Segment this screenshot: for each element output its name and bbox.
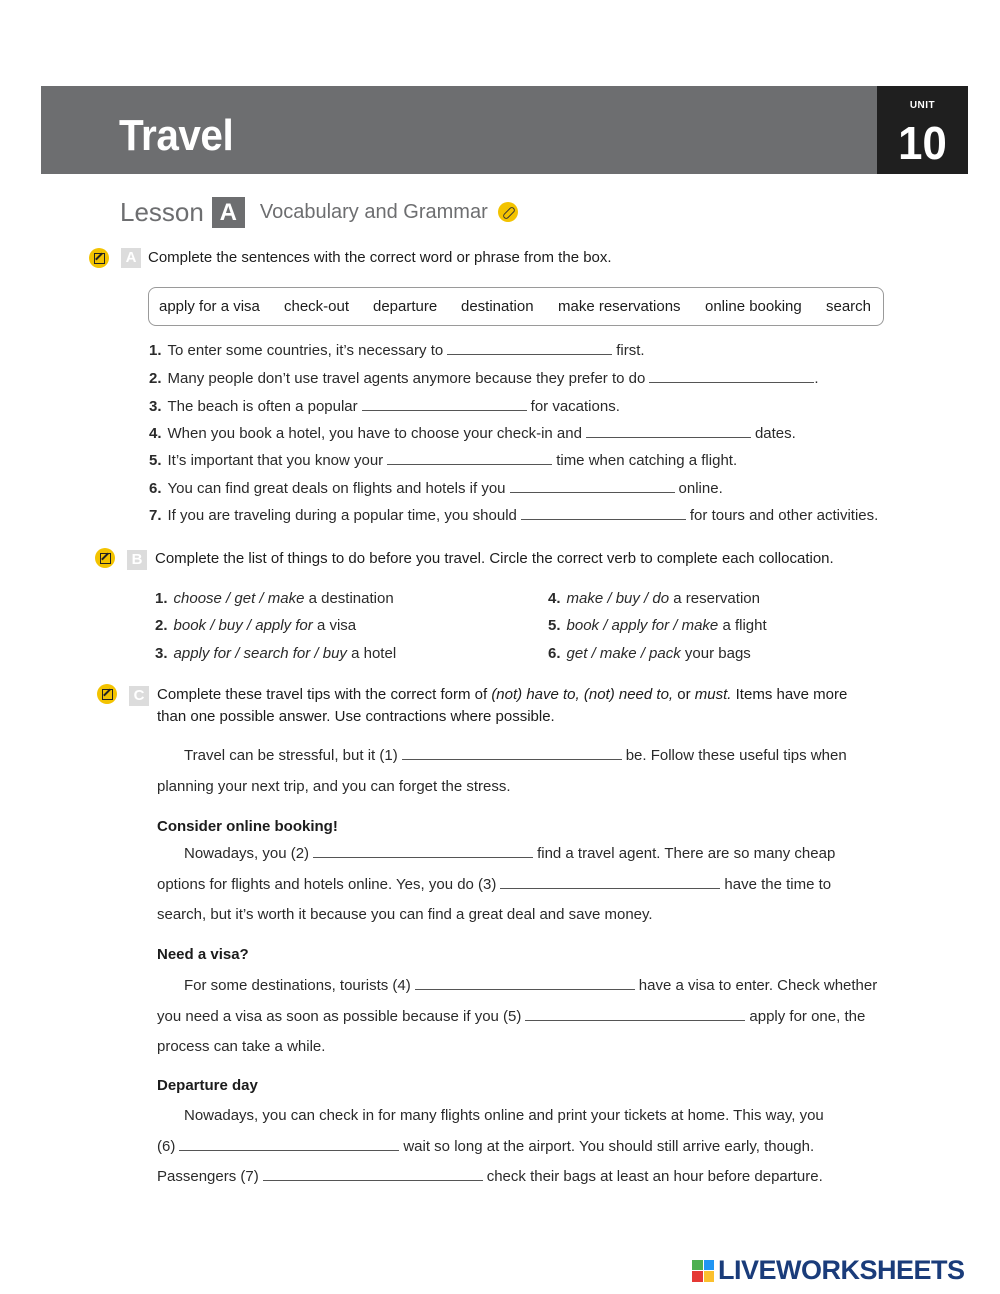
answer-blank[interactable] [263, 1180, 483, 1181]
item-number: 4. [149, 425, 162, 442]
item-text: for tours and other activities. [689, 507, 879, 524]
unit-label: UNIT [909, 100, 936, 111]
item-number: 5. [548, 617, 561, 634]
subheading-need-visa: Need a visa? [157, 946, 249, 963]
paragraph-line [184, 845, 835, 862]
word-box-item: search [826, 298, 872, 315]
item-number: 5. [149, 452, 162, 469]
answer-blank[interactable] [500, 888, 720, 889]
item-number: 2. [155, 617, 168, 634]
instruction-text: must. [694, 686, 732, 703]
para-text: Travel can be stressful, but it (1) [184, 747, 398, 764]
answer-blank[interactable] [649, 382, 814, 383]
list-item [548, 645, 751, 662]
item-text: To enter some countries, it’s necessary to [167, 342, 444, 359]
logo-text: LIVEWORKSHEETS [718, 1255, 965, 1285]
para-text: check their bags at least an hour before departure. [486, 1168, 823, 1185]
list-item [149, 507, 878, 524]
instruction-text: Complete these travel tips with the correct form of [157, 686, 488, 703]
item-text: a hotel [351, 645, 397, 662]
item-text: The beach is often a popular [167, 398, 358, 415]
answer-blank[interactable] [179, 1150, 399, 1151]
item-text: It’s important that you know your [167, 452, 384, 469]
item-number: 2. [149, 370, 162, 387]
answer-blank[interactable] [362, 410, 527, 411]
para-text: find a travel agent. There are so many cheap [537, 845, 836, 862]
lesson-letter: A [212, 197, 245, 228]
word-box-item: apply for a visa [159, 298, 260, 315]
answer-blank[interactable] [313, 857, 533, 858]
answer-blank[interactable] [586, 437, 751, 438]
section-c-instruction [157, 686, 847, 703]
item-text: . [814, 370, 819, 387]
list-item [548, 590, 760, 607]
para-text: (6) [157, 1138, 176, 1155]
paragraph-line [157, 1168, 823, 1185]
list-item [548, 617, 767, 634]
link-icon[interactable] [498, 202, 518, 222]
section-b-instruction: Complete the list of things to do before you travel. Circle the correct verb to complete each collocation. [155, 550, 834, 567]
word-box-item: online booking [705, 298, 802, 315]
answer-blank[interactable] [387, 464, 552, 465]
instruction-text: Items have more [735, 686, 848, 703]
answer-blank[interactable] [402, 759, 622, 760]
answer-blank[interactable] [521, 519, 686, 520]
section-c-letter: C [129, 686, 149, 706]
item-number: 3. [149, 398, 162, 415]
item-text: a destination [308, 590, 394, 607]
verb-options[interactable]: apply for / search for / buy [173, 645, 347, 662]
para-text: apply for one, the [749, 1008, 866, 1025]
word-box-item: destination [461, 298, 534, 315]
answer-blank[interactable] [447, 354, 612, 355]
verb-options[interactable]: make / buy / do [566, 590, 670, 607]
para-text: Nowadays, you (2) [184, 845, 310, 862]
lesson-word: Lesson [120, 196, 204, 227]
item-number: 1. [149, 342, 162, 359]
para-text: you need a visa as soon as possible because if you (5) [157, 1008, 522, 1025]
item-number: 7. [149, 507, 162, 524]
item-text: online. [678, 480, 723, 497]
list-item [149, 425, 796, 442]
verb-options[interactable]: choose / get / make [173, 590, 305, 607]
verb-options[interactable]: get / make / pack [566, 645, 681, 662]
answer-blank[interactable] [510, 492, 675, 493]
edit-icon [89, 248, 109, 268]
list-item [149, 370, 818, 387]
section-a-instruction: Complete the sentences with the correct word or phrase from the box. [148, 249, 612, 266]
paragraph-line: search, but it’s worth it because you can find a great deal and save money. [157, 906, 653, 923]
item-number: 6. [149, 480, 162, 497]
section-a-letter: A [121, 248, 141, 268]
subheading-online-booking: Consider online booking! [157, 818, 338, 835]
para-text: have a visa to enter. Check whether [638, 977, 878, 994]
item-text: your bags [684, 645, 751, 662]
paragraph-line: planning your next trip, and you can forget the stress. [157, 778, 511, 795]
para-text: options for flights and hotels online. Yes, you do (3) [157, 876, 497, 893]
para-text: have the time to [724, 876, 832, 893]
item-number: 3. [155, 645, 168, 662]
paragraph-line [157, 1008, 865, 1025]
item-text: When you book a hotel, you have to choose your check-in and [167, 425, 582, 442]
section-c-instruction-line-2: than one possible answer. Use contractions where possible. [157, 708, 555, 725]
instruction-text: (not) have to, (not) need to, [491, 686, 674, 703]
list-item [155, 617, 356, 634]
list-item [149, 480, 723, 497]
lesson-heading [120, 195, 518, 229]
logo-grid-icon [692, 1260, 714, 1282]
subheading-departure-day: Departure day [157, 1077, 258, 1094]
paragraph-line: process can take a while. [157, 1038, 326, 1055]
item-text: time when catching a flight. [556, 452, 738, 469]
edit-icon [97, 684, 117, 704]
word-box-item: departure [373, 298, 438, 315]
liveworksheets-logo[interactable] [692, 1255, 965, 1286]
item-number: 1. [155, 590, 168, 607]
word-box [148, 287, 884, 326]
item-text: a flight [722, 617, 767, 634]
paragraph-line [157, 876, 831, 893]
list-item [149, 398, 620, 415]
list-item [155, 645, 396, 662]
answer-blank[interactable] [415, 989, 635, 990]
item-text: Many people don’t use travel agents anymore because they prefer to do [167, 370, 646, 387]
list-item [155, 590, 394, 607]
unit-number: 10 [898, 117, 947, 169]
word-box-item: make reservations [558, 298, 681, 315]
item-text: a reservation [673, 590, 760, 607]
verb-options[interactable]: book / buy / apply for [173, 617, 313, 634]
edit-icon [95, 548, 115, 568]
word-box-item: check-out [284, 298, 350, 315]
list-item [149, 342, 645, 359]
para-text: be. Follow these useful tips when [625, 747, 847, 764]
item-text: dates. [754, 425, 796, 442]
section-b-letter: B [127, 550, 147, 570]
paragraph-line: Nowadays, you can check in for many flights online and print your tickets at home. This way, you [184, 1107, 824, 1124]
item-text: If you are traveling during a popular time, you should [167, 507, 517, 524]
item-text: a visa [316, 617, 357, 634]
paragraph-line [157, 1138, 814, 1155]
unit-badge [877, 86, 968, 174]
lesson-subtitle: Vocabulary and Grammar [259, 200, 488, 223]
item-number: 4. [548, 590, 561, 607]
item-text: for vacations. [530, 398, 620, 415]
item-number: 6. [548, 645, 561, 662]
instruction-text: or [677, 686, 691, 703]
item-text: You can find great deals on flights and hotels if you [167, 480, 506, 497]
answer-blank[interactable] [525, 1020, 745, 1021]
item-text: first. [616, 342, 645, 359]
paragraph-line [184, 747, 847, 764]
para-text: Passengers (7) [157, 1168, 259, 1185]
paragraph-line [184, 977, 877, 994]
para-text: For some destinations, tourists (4) [184, 977, 411, 994]
verb-options[interactable]: book / apply for / make [566, 617, 719, 634]
page-title: Travel [119, 111, 234, 160]
list-item [149, 452, 737, 469]
para-text: wait so long at the airport. You should still arrive early, though. [403, 1138, 815, 1155]
